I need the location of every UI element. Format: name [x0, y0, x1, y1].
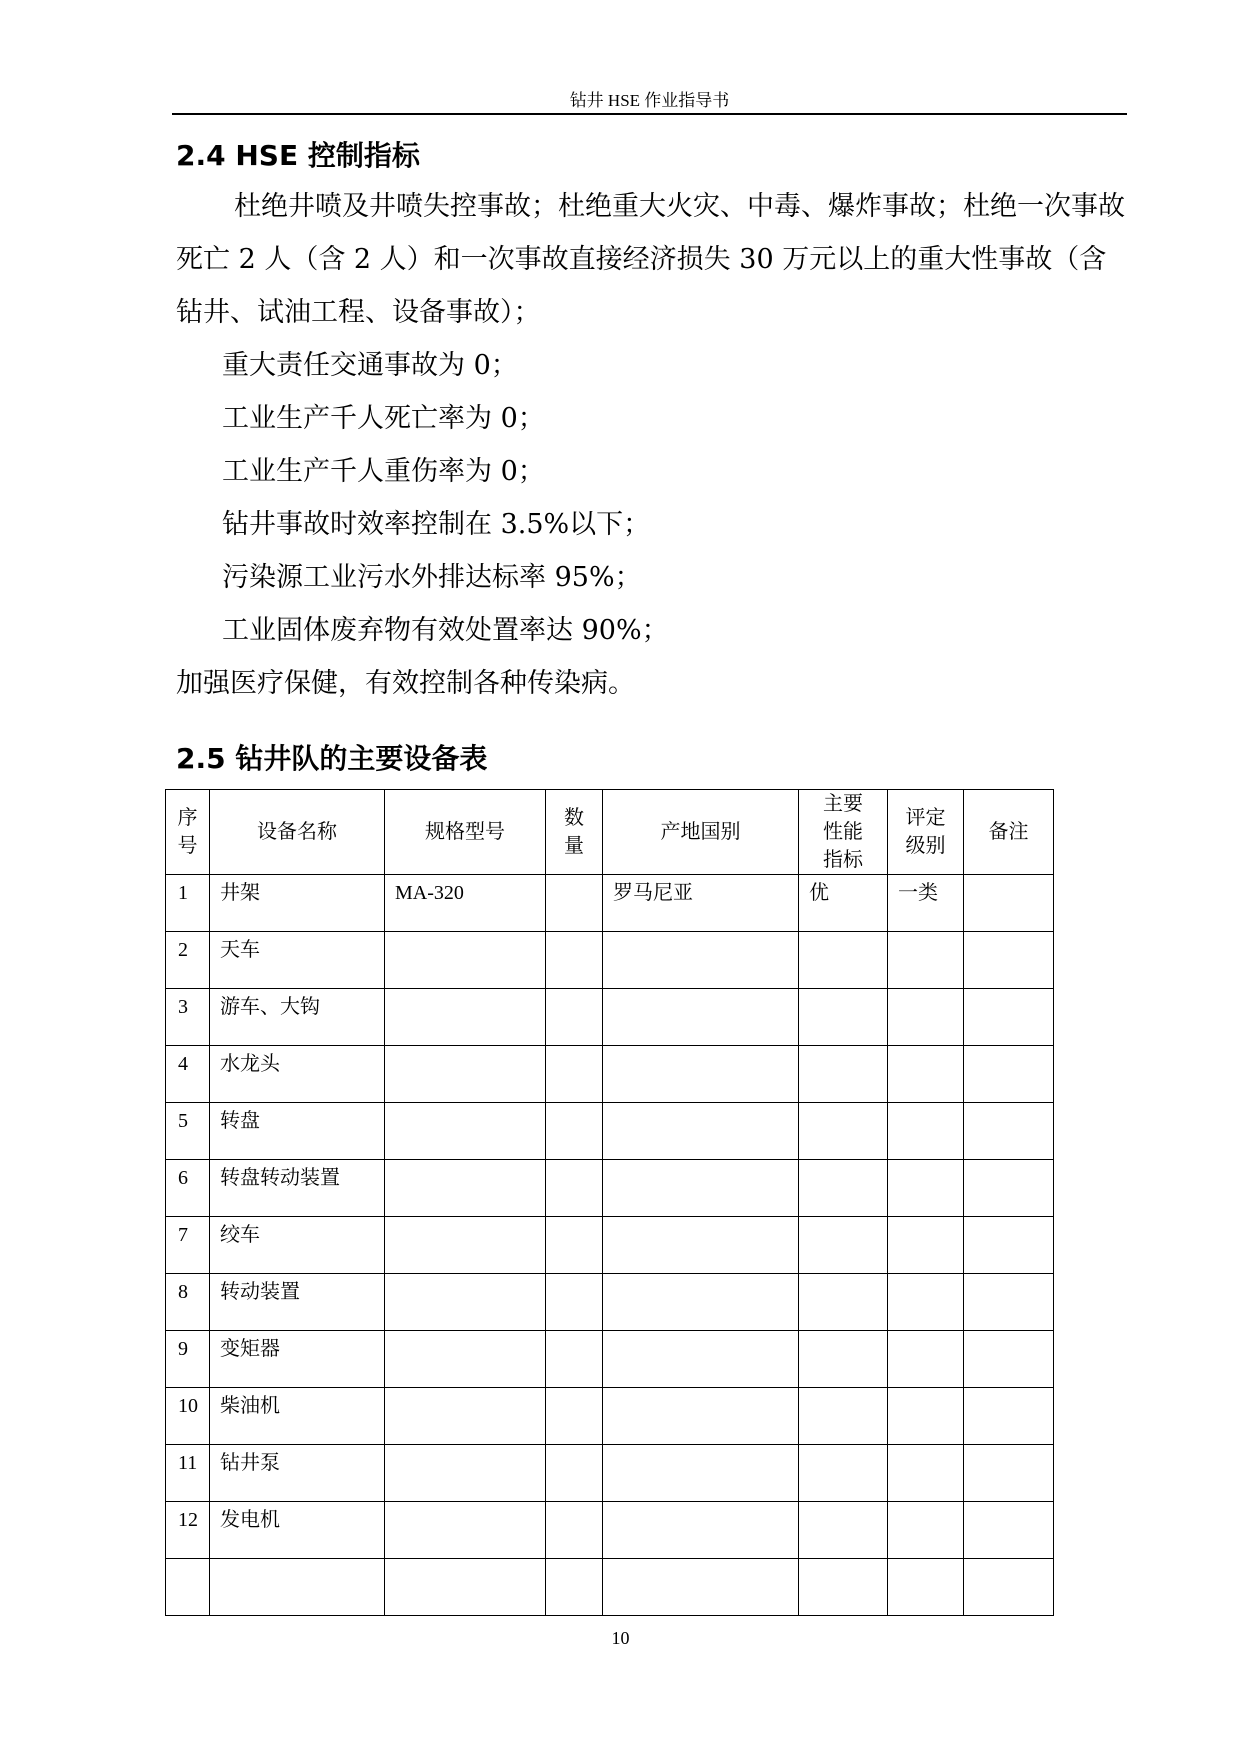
cell-model [385, 932, 546, 989]
cell-rating [888, 1388, 964, 1445]
cell-model [385, 1046, 546, 1103]
cell-performance [799, 1046, 888, 1103]
cell-rating [888, 1160, 964, 1217]
cell-quantity [546, 1331, 603, 1388]
equipment-table [165, 789, 1054, 1616]
cell-rating: 一类 [888, 875, 964, 932]
cell-equipment-name: 水龙头 [210, 1046, 385, 1103]
cell-quantity [546, 1046, 603, 1103]
table-row [166, 989, 1054, 1046]
cell-index: 5 [166, 1103, 210, 1160]
cell-origin [603, 932, 799, 989]
cell-remarks [964, 1502, 1054, 1559]
cell-origin [603, 1103, 799, 1160]
cell-origin [603, 1388, 799, 1445]
cell-equipment-name: 转盘转动装置 [210, 1160, 385, 1217]
cell-model [385, 989, 546, 1046]
cell-index: 3 [166, 989, 210, 1046]
cell-origin [603, 1274, 799, 1331]
target-item: 工业生产千人死亡率为 0； [222, 403, 545, 434]
cell-quantity [546, 1160, 603, 1217]
header-rule [172, 113, 1127, 115]
cell-rating [888, 932, 964, 989]
cell-equipment-name: 变矩器 [210, 1331, 385, 1388]
cell-quantity [546, 1217, 603, 1274]
table-row [166, 1445, 1054, 1502]
table-row [166, 1559, 1054, 1616]
cell-quantity [546, 875, 603, 932]
cell-remarks [964, 1331, 1054, 1388]
cell-equipment-name: 游车、大钩 [210, 989, 385, 1046]
cell-model [385, 1160, 546, 1217]
target-item: 工业固体废弃物有效处置率达 90%； [222, 615, 669, 646]
cell-performance [799, 1388, 888, 1445]
cell-remarks [964, 989, 1054, 1046]
col-header-model: 规格型号 [385, 790, 546, 875]
cell-quantity [546, 1388, 603, 1445]
table-row [166, 1103, 1054, 1160]
col-header-rating: 评定 级别 [888, 790, 964, 875]
cell-model [385, 1331, 546, 1388]
col-header-index: 序 号 [166, 790, 210, 875]
cell-origin: 罗马尼亚 [603, 875, 799, 932]
cell-index: 1 [166, 875, 210, 932]
cell-quantity [546, 1502, 603, 1559]
cell-index: 4 [166, 1046, 210, 1103]
section-2-4-title: 2.4 HSE 控制指标 [176, 139, 420, 172]
cell-remarks [964, 1559, 1054, 1616]
cell-equipment-name: 钻井泵 [210, 1445, 385, 1502]
table-row [166, 1160, 1054, 1217]
cell-remarks [964, 1217, 1054, 1274]
cell-performance [799, 1274, 888, 1331]
cell-performance [799, 989, 888, 1046]
cell-equipment-name: 柴油机 [210, 1388, 385, 1445]
cell-index: 10 [166, 1388, 210, 1445]
cell-rating [888, 1502, 964, 1559]
col-header-origin: 产地国别 [603, 790, 799, 875]
table-row [166, 1274, 1054, 1331]
cell-quantity [546, 1445, 603, 1502]
cell-performance [799, 1160, 888, 1217]
target-item: 污染源工业污水外排达标率 95%； [222, 562, 642, 593]
cell-quantity [546, 1559, 603, 1616]
cell-model [385, 1445, 546, 1502]
cell-remarks [964, 1445, 1054, 1502]
cell-quantity [546, 1103, 603, 1160]
cell-origin [603, 1445, 799, 1502]
cell-performance [799, 932, 888, 989]
cell-equipment-name: 井架 [210, 875, 385, 932]
cell-quantity [546, 989, 603, 1046]
col-header-performance: 主要 性能 指标 [799, 790, 888, 875]
target-item: 钻井事故时效率控制在 3.5%以下； [222, 509, 651, 540]
table-row [166, 875, 1054, 932]
page-number: 10 [611, 1628, 630, 1648]
target-item: 重大责任交通事故为 0； [222, 350, 518, 381]
cell-rating [888, 1103, 964, 1160]
cell-performance [799, 1103, 888, 1160]
cell-model [385, 1559, 546, 1616]
cell-performance: 优 [799, 875, 888, 932]
cell-performance [799, 1445, 888, 1502]
cell-quantity [546, 1274, 603, 1331]
cell-model [385, 1274, 546, 1331]
cell-equipment-name: 天车 [210, 932, 385, 989]
cell-origin [603, 1331, 799, 1388]
cell-origin [603, 1217, 799, 1274]
cell-index: 12 [166, 1502, 210, 1559]
col-header-remarks: 备注 [964, 790, 1054, 875]
table-header-row [166, 790, 1054, 875]
table-row [166, 1331, 1054, 1388]
cell-index: 11 [166, 1445, 210, 1502]
cell-model [385, 1103, 546, 1160]
cell-rating [888, 1274, 964, 1331]
table-row [166, 932, 1054, 989]
cell-rating [888, 1046, 964, 1103]
cell-quantity [546, 932, 603, 989]
table-row [166, 1388, 1054, 1445]
cell-remarks [964, 1103, 1054, 1160]
cell-remarks [964, 1046, 1054, 1103]
section-2-4-body [176, 180, 1131, 710]
cell-index [166, 1559, 210, 1616]
cell-equipment-name: 绞车 [210, 1217, 385, 1274]
cell-performance [799, 1502, 888, 1559]
cell-remarks [964, 875, 1054, 932]
cell-origin [603, 989, 799, 1046]
cell-index: 9 [166, 1331, 210, 1388]
cell-index: 6 [166, 1160, 210, 1217]
col-header-quantity: 数 量 [546, 790, 603, 875]
col-header-name: 设备名称 [210, 790, 385, 875]
cell-index: 7 [166, 1217, 210, 1274]
cell-performance [799, 1559, 888, 1616]
cell-origin [603, 1502, 799, 1559]
cell-equipment-name: 发电机 [210, 1502, 385, 1559]
cell-remarks [964, 1388, 1054, 1445]
section-2-5-title: 2.5 钻井队的主要设备表 [176, 742, 488, 775]
cell-model [385, 1502, 546, 1559]
cell-origin [603, 1046, 799, 1103]
cell-performance [799, 1331, 888, 1388]
cell-origin [603, 1160, 799, 1217]
cell-equipment-name: 转盘 [210, 1103, 385, 1160]
control-targets-paragraph: 杜绝井喷及井喷失控事故；杜绝重大火灾、中毒、爆炸事故；杜绝一次事故死亡 2 人（含 2 人）和一次事故直接经济损失 30 万元以上的重大性事故（含钻井、试油工程、设备事故）； [176, 191, 1125, 328]
cell-remarks [964, 1274, 1054, 1331]
cell-model [385, 1388, 546, 1445]
cell-equipment-name [210, 1559, 385, 1616]
cell-origin [603, 1559, 799, 1616]
table-row [166, 1217, 1054, 1274]
cell-model [385, 1217, 546, 1274]
target-item: 工业生产千人重伤率为 0； [222, 456, 545, 487]
running-header: 钻井 HSE 作业指导书 [569, 91, 730, 110]
cell-remarks [964, 932, 1054, 989]
cell-index: 8 [166, 1274, 210, 1331]
cell-remarks [964, 1160, 1054, 1217]
cell-index: 2 [166, 932, 210, 989]
cell-performance [799, 1217, 888, 1274]
closing-sentence: 加强医疗保健，有效控制各种传染病。 [176, 668, 635, 699]
cell-rating [888, 1559, 964, 1616]
table-row [166, 1046, 1054, 1103]
cell-model: MA-320 [385, 875, 546, 932]
table-row [166, 1502, 1054, 1559]
cell-rating [888, 989, 964, 1046]
cell-rating [888, 1217, 964, 1274]
cell-rating [888, 1331, 964, 1388]
cell-equipment-name: 转动装置 [210, 1274, 385, 1331]
cell-rating [888, 1445, 964, 1502]
